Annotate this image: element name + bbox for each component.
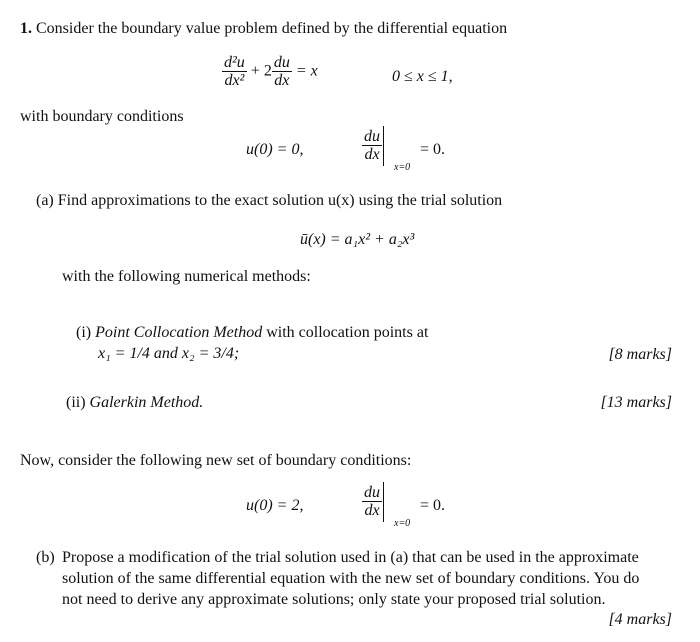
method-i-rest: with collocation points at — [266, 324, 429, 341]
method-i-name: Point Collocation Method — [95, 324, 263, 341]
marks-i: [8 marks] — [608, 346, 672, 363]
second-derivative: $\frac{\text{d²u}}{\text{dx²}}$ — [224, 54, 245, 89]
bc2-derivative: $\frac{du}{dx}$ x=0 — [364, 484, 411, 529]
bc1-eval-point: x=0 — [394, 162, 411, 173]
part-a-text: Find approximations to the exact solution u(x) using the trial solution — [57, 192, 503, 209]
part-b-label: (b) — [36, 549, 55, 566]
question-heading — [20, 20, 507, 38]
marks-b: [4 marks] — [608, 611, 672, 628]
bc2-u0: u(0) = 2, — [246, 497, 304, 514]
first-derivative: $\frac{du}{dx}$ — [273, 54, 290, 89]
bc1-rhs: = 0. — [420, 141, 446, 158]
methods-intro: with the following numerical methods: — [62, 268, 311, 285]
part-b-line1: Propose a modification of the trial solution used in (a) that can be used in the approximate — [62, 549, 639, 566]
bc1-derivative: $\frac{du}{dx}$ x=0 — [364, 128, 411, 173]
new-bc-intro: Now, consider the following new set of boundary conditions: — [20, 452, 412, 469]
question-number: 1. — [20, 20, 32, 37]
part-a-label: (a) — [36, 192, 54, 209]
trial-solution: ū(x) = a₁x² + a₂x³ — [300, 231, 415, 248]
ode-equation — [222, 54, 318, 90]
part-b-line3: not need to derive any approximate solutions; only state your proposed trial solution. — [62, 591, 606, 608]
method-ii-name: Galerkin Method. — [89, 394, 204, 411]
ode-rhs: = x — [295, 62, 318, 80]
collocation-points: x₁ = 1/4 and x₂ = 3/4; — [98, 345, 240, 362]
method-ii-label: (ii) — [66, 394, 86, 411]
question-intro: Consider the boundary value problem defined by the differential equation — [36, 20, 508, 37]
plus-coefficient: + 2 — [250, 62, 272, 80]
bc-label: with boundary conditions — [20, 108, 184, 125]
bc2-eval-point: x=0 — [394, 518, 411, 529]
method-i — [76, 324, 428, 342]
ode-domain: 0 ≤ x ≤ 1, — [392, 68, 453, 85]
method-i-label: (i) — [76, 324, 92, 341]
bc1-u0: u(0) = 0, — [246, 141, 304, 158]
method-ii — [66, 394, 203, 412]
part-a-heading — [36, 192, 502, 210]
part-b-line2: solution of the same differential equation with the new set of boundary conditions. You do — [62, 570, 640, 587]
bc2-rhs: = 0. — [420, 497, 446, 514]
marks-ii: [13 marks] — [600, 394, 672, 411]
